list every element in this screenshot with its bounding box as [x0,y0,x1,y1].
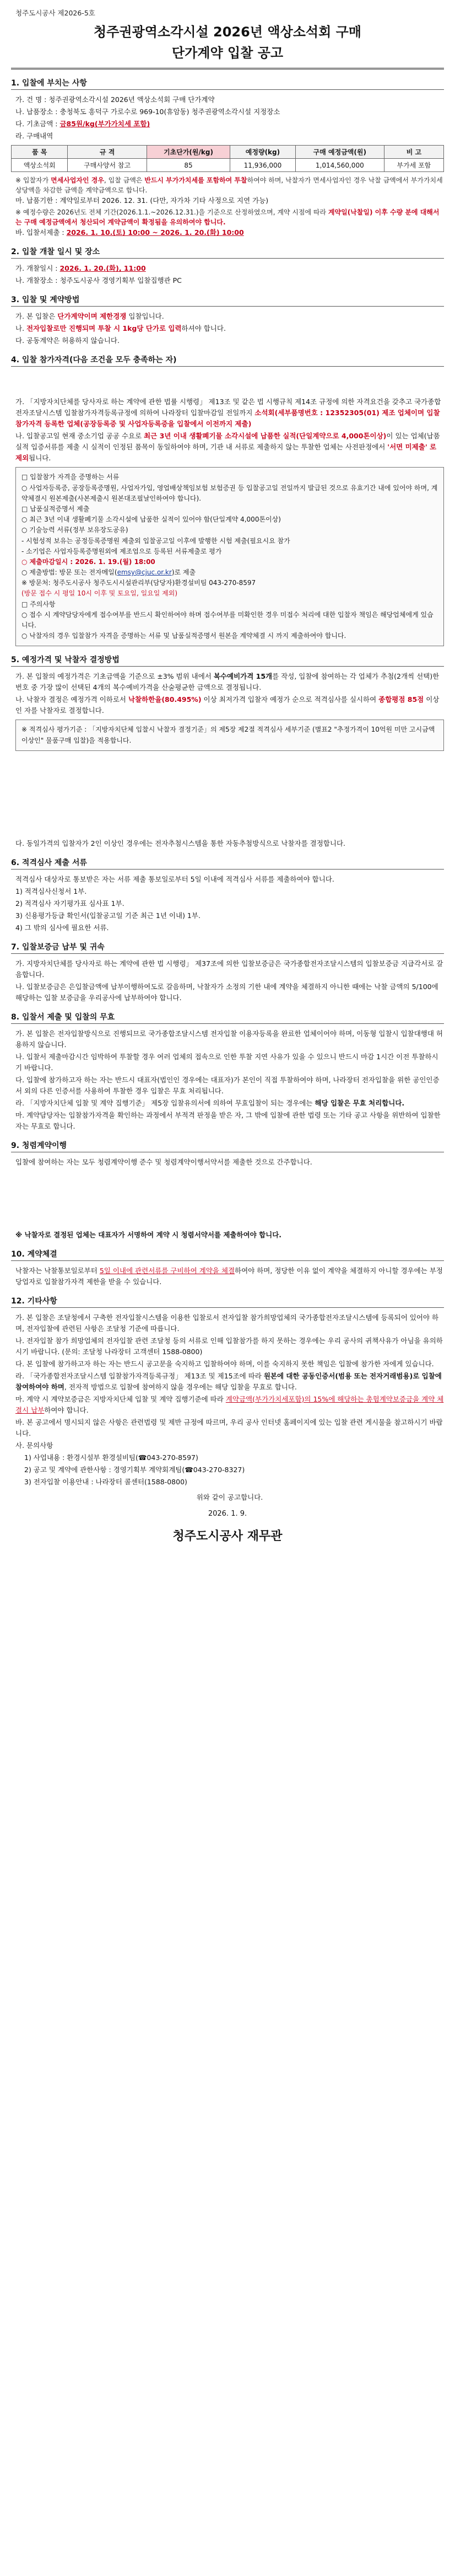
misc-e [15,1394,444,1416]
column-header: 품 목 [12,146,68,159]
table-cell: 85 [147,159,230,172]
text: 소석회(세부품명번호 : 12352305(01) 제조 업체이며 입찰참가자격 등록한 업체(공장등록증 및 사업자등록증을 입찰에서 이전까지 제출) [15,409,440,428]
text: ※ 예정수량은 2026년도 전체 기간(2026.1.1.~2026.12.31.)을 기준으로 산정하였으며, 계약 시점에 따라 [15,208,328,217]
section-3 [11,294,444,346]
list-item: 2) 적격심사 자기평가표 심사표 1부. [15,899,124,908]
text: 입찰입니다. [126,312,164,321]
table-row [12,159,444,172]
misc-g: 사. 문의사항 [15,1441,53,1450]
title-divider [11,68,444,69]
list-item: 4) 그 밖의 심사에 필요한 서류. [15,923,109,932]
document-number: 청주도시공사 제2026-5호 [15,9,95,17]
contract-type [15,311,444,322]
text: )로 제출 [171,568,196,577]
box-line: ○ 접수 시 계약담당자에게 접수여부를 반드시 확인하여야 하며 접수여부를 미확인한 경우 미접수 처리에 대한 입찰자 책임은 해당업체에게 있습니다. [21,610,434,630]
label: 바. 입찰서제출 : [15,228,67,237]
section-12 [11,1295,444,1503]
section-1 [11,77,444,238]
text: 전자입찰로만 진행되며 투찰 시 1kg당 단가로 입력 [26,324,182,333]
winner-method [15,694,444,716]
text: 면세사업자인 경우 [51,176,104,185]
text: 됩니다. [29,454,51,463]
opening-time-value: 2026. 1. 20.(화), 11:00 [59,264,146,273]
item-name: 가. 건 명 : 청주권광역소각시설 2026년 액상소석회 구매 단가계약 [15,95,215,104]
submission-deadline: ○ 제출마감일시 : 2026. 1. 19.(월) 18:00 [21,557,155,566]
spacer [11,1169,444,1230]
email-link[interactable]: emsy@cjuc.or.kr [117,568,172,577]
text: 최근 3년 이내 생활폐기물 소각시설에 납품한 실적(단일계약으로 4,000톤이상) [144,432,387,441]
qualification-b [15,431,444,464]
box-line: ○ 최근 3년 이내 생활폐기물 소각시설에 납품한 실적이 있어야 함(단일계약 4,000톤이상) [21,516,281,524]
section-title: 12. 기타사항 [11,1295,444,1308]
integrity-text: 입찰에 참여하는 자는 모두 청렴계약이행 준수 및 청렴계약이행서약서를 제출한 것으로 간주합니다. [15,1157,312,1166]
section-4 [11,354,444,646]
box-line: - 소기업은 사업자등록증명원외에 제조업으로 등록된 서류제출로 평가 [21,547,222,555]
contract-text [15,1265,444,1287]
bid-method [15,323,444,334]
page-subtitle: 단가계약 입찰 공고 [171,45,284,61]
table-cell: 부가세 포함 [384,159,443,172]
box-line: ○ 기술능력 서류(정부 보유장도공유) [21,526,128,534]
table-cell: 1,014,560,000 [295,159,384,172]
signature-line: 청주도시공사 재무관 [172,1529,283,1543]
tie-rule: 다. 동일가격의 입찰자가 2인 이상인 경우에는 전자추첨시스템을 통한 자동추첨방식으로 낙찰자를 결정합니다. [15,839,346,847]
quantity-note [15,207,444,227]
section-title: 10. 계약체결 [11,1248,444,1261]
column-header: 구매 예정금액(원) [295,146,384,159]
section-8 [11,1011,444,1132]
text: 하여야 하며, 낙찰자가 면세사업자인 경우 낙찰 금액에서 부가가치세 상당액을 차감한 금액을 계약금액으로 합니다. [15,176,443,195]
deposit-a: 가. 지방자치단체를 당사자로 하는 계약에 관한 법 시행령」 제37조에 의한 입찰보증금은 국가종합전자조달시스템의 입찰보증금 지급각서로 갈음합니다. [15,959,443,979]
label: 다. 기초금액 : [15,120,60,128]
text: 복수예비가격 15개 [213,672,273,681]
page-title: 청주권광역소각시설 2026년 액상소석회 구매 [94,24,361,40]
text: 라. 「국가종합전자조달시스템 입찰참가자격등록규정」 제13조 및 제15조에 따라 [15,1371,264,1380]
text: , 전자적 방법으로 입찰에 참여하지 않을 경우에는 해당 입찰을 무효로 합니다. [64,1382,297,1391]
box-line: - 시험성적 보유는 공정등록증명원 제출외 입찰공고일 이후에 발행한 시험 제출(필요시요 참가 [21,536,290,545]
text: 5일 이내에 관련서류를 구비하여 계약을 체결 [99,1266,235,1275]
box-line: ※ 방문처: 청주도시공사 청주도시시설관리부(담당자)환경설비팀 043-270-8597 [21,579,256,587]
text: , 입찰 금액은 [104,176,145,185]
text: 해당 입찰은 무효 처리합니다. [315,1098,405,1107]
spacer [11,755,444,838]
section-title: 1. 입찰에 부치는 사항 [11,77,444,90]
text: 이 있는 업체(납품실적 입증서류를 제출 시 실적이 인정된 품목이 동일하여야 하며, 기관 내 서류로 제출하지 않는 투찰한 업체는 사전판정에서 [15,432,440,452]
section-6 [11,857,444,933]
column-header: 비 고 [384,146,443,159]
section-title: 2. 입찰 개찰 일시 및 장소 [11,246,444,259]
text: 낙찰자는 낙찰통보일로부터 [15,1266,100,1275]
base-price [15,119,444,130]
text: 가. 본 입찰은 [15,312,58,321]
vat-note [15,175,444,195]
integrity-note: ※ 낙찰자로 결정된 업체는 대표자가 서명하여 계약 시 청렴서약서를 제출하여야 합니다. [15,1230,282,1239]
box-line: ○ 낙찰자의 경우 입찰참가 자격을 증명하는 서류 및 납품실적증명서 원본을 계약체결 시 까지 제출하여야 합니다. [21,632,346,640]
opening-place: 나. 개찰장소 : 청주도시공사 경영기획부 입찰집행관 PC [15,276,182,285]
text: '서면 미제출' 로 제외 [15,443,437,463]
text: 하셔야 합니다. [181,324,226,333]
text: 나. [15,324,27,333]
text: 종합평점 85점 [378,695,424,704]
section-title: 3. 입찰 및 계약방법 [11,294,444,307]
box-line: □ 입찰참가 자격을 증명하는 서류 [21,473,120,481]
table-cell: 액상소석회 [12,159,68,172]
box-line: □ 주의사항 [21,600,56,608]
purchase-details-label: 라. 구매내역 [15,132,53,141]
text: 낙찰하한율(80.495%) [128,695,202,704]
rule-a: 가. 본 입찰은 전자입찰방식으로 진행되므로 국가종합조달시스템 전자입찰 이용자등록을 완료한 업체이어야 하며, 이동형 입찰시 입찰대행대 허용하지 않습니다. [15,1029,443,1049]
table-header-row [12,146,444,159]
text: 이상인 자를 낙찰자로 결정합니다. [15,695,440,715]
box-line: (방문 접수 시 평일 10시 이후 및 토요일, 일요일 제외) [21,589,178,598]
misc-f: 바. 본 공고에서 명시되지 않은 사항은 관련법령 및 제반 규정에 따르며, 우리 공사 인터넷 홈페이지에 있는 입찰 관련 게시물을 참고하시기 바랍니다. [15,1418,443,1437]
misc-b: 나. 전자입찰 참가 희망업체의 전자입찰 관련 조달청 등의 서류로 인해 입찰참가를 하지 못하는 경우에는 우리 공사의 귀책사유가 아님을 유의하시기 바랍니다. (문의: 조달청 나라장터 고객센터 1588-0800) [15,1336,443,1356]
text: 가. 「지방자치단체를 당사자로 하는 계약에 관한 법률 시행령」 제13조 및 같은 법 시행규칙 제14조 규정에 의한 자격요건을 갖추고 국가종합전자조달시스템 입찰참가자격등록규정에 의하여 나라장터 입찰마감일 전일까지 [15,398,441,417]
text: 이상 최저가격 입찰자 예정가 순으로 적격심사를 실시하여 [201,695,379,704]
section-title: 8. 입찰서 제출 및 입찰의 무효 [11,1011,444,1024]
spacer [11,371,444,396]
text: 라. 「지방자치단체 입찰 및 계약 집행기준」 제5장 입찰유의서에 의하여 무효입찰이 되는 경우에는 [15,1098,315,1107]
text: 나. 낙찰자 결정은 예정가격 이하로서 [15,695,128,704]
delivery-deadline: 마. 납품기한 : 계약일로부터 2026. 12. 31. (다만, 자가차 기타 사정으로 지연 가능) [15,196,269,205]
intro-text: 적격심사 대상자로 통보받은 자는 서류 제출 통보일로부터 5일 이내에 적격심사 서류를 제출하여야 합니다. [15,874,334,883]
submission-method [21,567,438,578]
period-value: 2026. 1. 10.(토) 10:00 ~ 2026. 1. 20.(화) 10:00 [66,228,244,237]
list-item: 3) 신용평가등급 확인서(입찰공고일 기준 최근 1년 이내) 1부. [15,911,201,920]
section-5 [11,654,444,849]
evaluation-note-box: ※ 적격심사 평가기준 : 「지방자치단체 입찰시 낙찰자 결정기준」의 제5장 제2절 적격심사 세부기준 (별표2 "추정가격이 10억원 미만 고시금액 이상인" 물품구매 입찰)을 적용합니다. [15,720,444,750]
text: ※ 입찰자가 [15,176,51,185]
misc-a: 가. 본 입찰은 조달청에서 구축한 전자입찰시스템을 이용한 입찰로서 전자입찰 참가희망업체의 국가종합전자조달시스템에 등록되어 있어야 하며, 전자입찰에 관련된 사항은 조달청 기준에 따릅니다. [15,1313,439,1333]
text: 계약일(낙찰일) 이후 수량 분에 대해서는 구매 예정금액에서 청산되어 계약금액이 확정됨을 유의하여야 합니다. [15,208,440,227]
box-line: □ 납품실적증명서 제출 [21,505,90,513]
misc-d [15,1371,444,1393]
qualification-a [15,396,444,430]
rule-c: 다. 입찰에 참가하고자 하는 자는 반드시 대표자(법인인 경우에는 대표자)가 본인이 직접 투찰하여야 하며, 나라장터 전자입찰을 위한 공인인증서 외의 다른 인증서를 사용하여 투찰한 경우 입찰은 무효 처리됩니다. [15,1075,440,1095]
text: 하여야 합니다. [44,1405,89,1414]
required-documents-box [15,467,444,646]
bid-submission-period [15,227,444,238]
misc-c: 다. 본 입찰에 참가하고자 하는 자는 반드시 공고문을 숙지하고 입찰하여야 하며, 이를 숙지하지 못한 책임은 입찰에 참가한 자에게 있습니다. [15,1359,434,1368]
text: 나. 입찰공고일 현재 중소기업 공공 수요로 [15,432,144,441]
deposit-b: 나. 입찰보증금은 은입찰금액에 납부이행하여도로 갈음하며, 낙찰자가 소정의 기한 내에 계약을 체결하지 아니한 때에는 낙찰 금액의 5/100에 해당하는 입찰 보증금을 우리공사에 납부하여야 합니다. [15,982,438,1002]
purchase-table [11,145,444,172]
rule-d [15,1098,444,1109]
contact-item: 1) 사업내용 : 환경시설부 환경설비팀(☎043-270-8597) [24,1453,198,1462]
text: 단가계약이며 제한경쟁 [57,312,127,321]
contact-item: 2) 공고 및 계약에 관한사항 : 경영기획부 계약회계팀(☎043-270-8327) [24,1465,245,1474]
delivery-place: 나. 납품장소 : 충청북도 흥덕구 가로수로 969-10(휴암동) 청주권광역소각시설 지정장소 [15,108,280,116]
section-title: 6. 적격심사 제출 서류 [11,857,444,870]
opening-time [15,263,444,274]
list-item: 1) 적격심사신청서 1부. [15,887,87,895]
text: 를 작성, 입찰에 참여하는 각 업체가 추첨(2개씩 선택)한 번호 중 가장 많이 선택된 4개의 복수예비가격을 산술평균한 금액으로 결정됩니다. [15,672,440,692]
text: 반드시 부가가치세를 포함하여 투찰 [144,176,247,185]
section-title: 7. 입찰보증금 납부 및 귀속 [11,941,444,954]
text: 원본에 대한 공동인증서(범용 또는 전자거래범용)로 입찰에 참여하여야 하며 [15,1371,442,1391]
joint-contract: 다. 공동계약은 허용하지 않습니다. [15,336,120,345]
section-2 [11,246,444,286]
text: 하여야 하며, 정당한 이유 없이 계약을 체결하지 아니할 경우에는 부정당업자로 입찰참가자격 제한을 받을 수 있습니다. [15,1266,443,1286]
section-10 [11,1248,444,1287]
rule-b: 나. 입찰서 제출마감시간 임박하여 투찰할 경우 여러 업체의 접속으로 인한 투찰 지연 사유가 있을 수 있으니 반드시 마감 1시간 이전 투찰하시기 바랍니다. [15,1052,438,1072]
text: 마. 계약 시 계약보증금은 지방자치단체 입찰 및 계약 집행기준에 따라 [15,1394,226,1403]
table-cell: 11,936,000 [230,159,296,172]
section-title: 5. 예정가격 및 낙찰자 결정방법 [11,654,444,667]
label: 가. 개찰일시 : [15,264,60,273]
table-cell: 구매사양서 참고 [68,159,147,172]
rule-e: 마. 계약담당자는 입찰참가자격을 확인하는 과정에서 부적격 판정을 받은 자, 그 밖에 입찰에 관한 법령 또는 기타 공고 사항을 위반하여 입찰한 자는 무효로 합니다. [15,1110,441,1130]
box-line: ○ 사업자등록증, 공장등록증명원, 사업자가입, 영업배상책임보험 보험증권 등 입찰공고일 전일까지 발급된 것으로 유효기간 내에 있어야 하며, 계약체결시 원본제출(사본제출시 원본대조필날인하여야 합니다). [21,484,438,502]
estimated-price-method [15,671,444,693]
column-header: 규 격 [68,146,147,159]
notice-date: 2026. 1. 9. [208,1509,247,1518]
section-7 [11,941,444,1003]
base-price-value: 금85원/kg(부가가치세 포함) [59,120,150,128]
section-title: 4. 입찰 참가자격(다음 조건을 모두 충족하는 자) [11,354,444,367]
text: ○ 제출방법: 방문 또는 전자메일( [21,568,117,577]
text: 가. 본 입찰의 예정가격은 기초금액을 기준으로 ±3% 범위 내에서 [15,672,214,681]
text: 계약금액(부가가치세포함)의 15%에 해당하는 총험계약보증금을 계약 체결시 납부 [15,1394,444,1414]
column-header: 기초단가(원/kg) [147,146,230,159]
column-header: 예정량(kg) [230,146,296,159]
section-title: 9. 청렴계약이행 [11,1140,444,1152]
closing-text: 위와 같이 공고합니다. [196,1493,263,1501]
contact-item: 3) 전자입찰 이용안내 : 나라장터 콜센터(1588-0800) [24,1477,187,1486]
section-9 [11,1140,444,1241]
